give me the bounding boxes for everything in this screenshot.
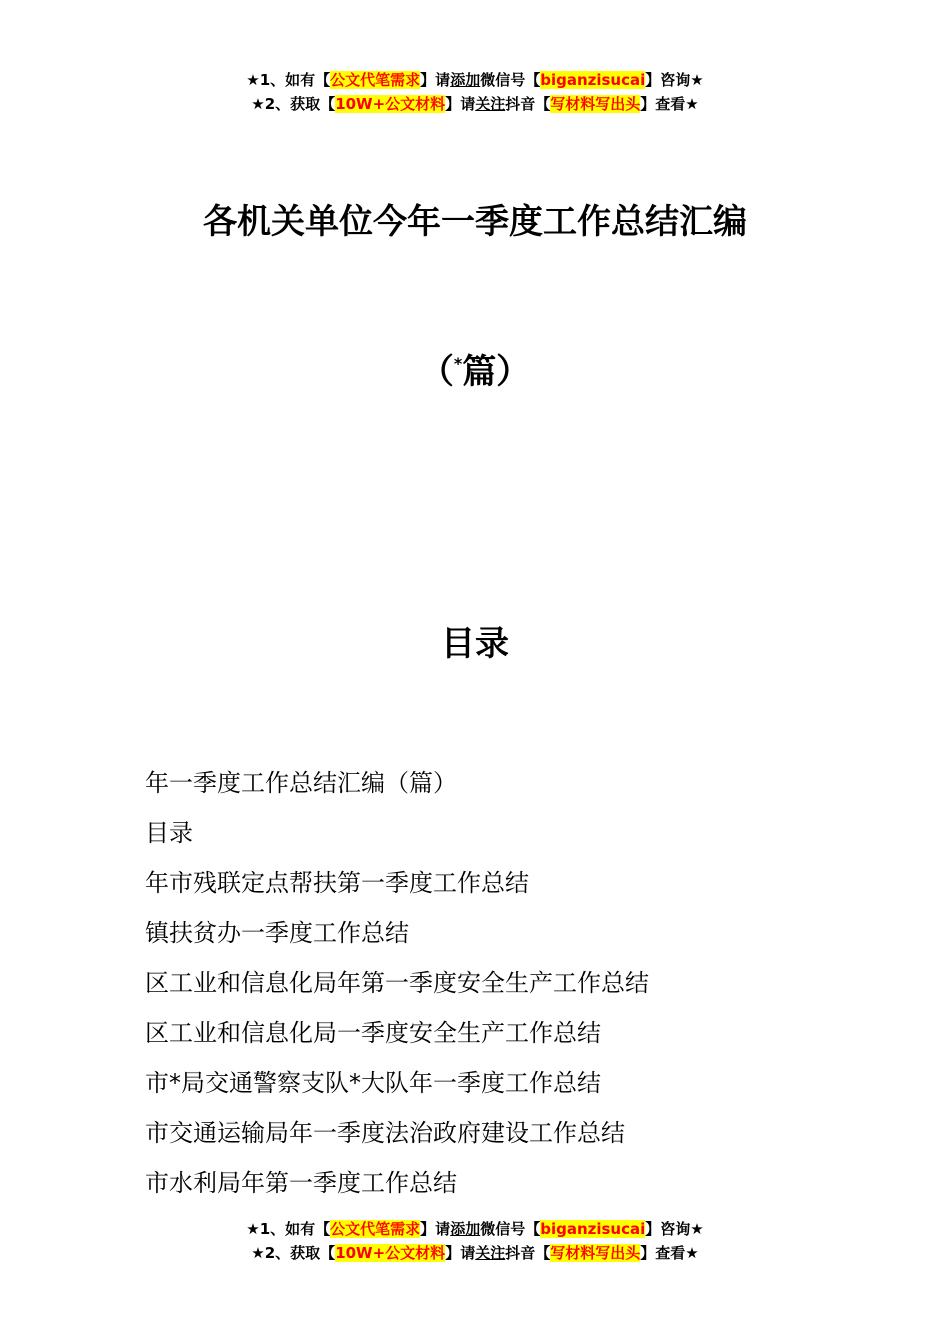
promo-text: 】请 bbox=[445, 1244, 476, 1262]
subtitle-rest: 篇） bbox=[462, 352, 531, 392]
toc-item[interactable]: 市*局交通警察支队*大队年一季度工作总结 bbox=[145, 1069, 601, 1097]
toc-item[interactable]: 区工业和信息化局一季度安全生产工作总结 bbox=[145, 1019, 601, 1047]
toc-item[interactable]: 年一季度工作总结汇编（篇） bbox=[145, 769, 457, 797]
promo-underline: 添加 bbox=[450, 1220, 481, 1238]
promo-text: ★2、获取【 bbox=[251, 1244, 336, 1262]
toc-item[interactable]: 目录 bbox=[145, 819, 193, 847]
promo-text: 抖音【 bbox=[505, 1244, 551, 1262]
promo-banner-bottom bbox=[0, 1217, 950, 1265]
promo-highlight: 写材料写出头 bbox=[550, 95, 641, 113]
promo-underline: 添加 bbox=[450, 71, 481, 89]
promo-highlight: biganzisucai bbox=[540, 71, 646, 89]
promo-text: 】请 bbox=[420, 71, 451, 89]
promo-text: 微信号【 bbox=[480, 71, 541, 89]
promo-text: 】查看★ bbox=[640, 95, 699, 113]
promo-line-1 bbox=[0, 68, 950, 92]
promo-text: 】咨询★ bbox=[645, 1220, 704, 1238]
document-subtitle bbox=[0, 340, 950, 396]
toc-heading: 目录 bbox=[441, 624, 509, 664]
promo-highlight: 公文代笔需求 bbox=[330, 71, 421, 89]
promo-text: ★1、如有【 bbox=[246, 71, 331, 89]
toc-item[interactable]: 市交通运输局年一季度法治政府建设工作总结 bbox=[145, 1119, 625, 1147]
promo-text: 微信号【 bbox=[480, 1220, 541, 1238]
toc-item[interactable]: 镇扶贫办一季度工作总结 bbox=[145, 919, 409, 947]
document-title: 各机关单位今年一季度工作总结汇编 bbox=[203, 202, 747, 242]
promo-banner-top bbox=[0, 68, 950, 116]
promo-text: 】请 bbox=[445, 95, 476, 113]
promo-text: 】咨询★ bbox=[645, 71, 704, 89]
promo-line-2 bbox=[0, 1241, 950, 1265]
promo-text: 】请 bbox=[420, 1220, 451, 1238]
toc-item[interactable]: 区工业和信息化局年第一季度安全生产工作总结 bbox=[145, 969, 649, 997]
promo-line-1 bbox=[0, 1217, 950, 1241]
promo-highlight: 写材料写出头 bbox=[550, 1244, 641, 1262]
toc-list bbox=[145, 758, 845, 1208]
promo-highlight: 10W+公文材料 bbox=[335, 1244, 446, 1262]
promo-text: 抖音【 bbox=[505, 95, 551, 113]
promo-text: ★1、如有【 bbox=[246, 1220, 331, 1238]
subtitle-mark: * bbox=[453, 354, 463, 373]
toc-item[interactable]: 市水利局年第一季度工作总结 bbox=[145, 1169, 457, 1197]
promo-highlight: 公文代笔需求 bbox=[330, 1220, 421, 1238]
subtitle-open: （ bbox=[419, 352, 454, 392]
promo-highlight: biganzisucai bbox=[540, 1220, 646, 1238]
promo-underline: 关注 bbox=[475, 95, 506, 113]
promo-text: ★2、获取【 bbox=[251, 95, 336, 113]
promo-underline: 关注 bbox=[475, 1244, 506, 1262]
toc-item[interactable]: 年市残联定点帮扶第一季度工作总结 bbox=[145, 869, 529, 897]
promo-text: 】查看★ bbox=[640, 1244, 699, 1262]
promo-line-2 bbox=[0, 92, 950, 116]
promo-highlight: 10W+公文材料 bbox=[335, 95, 446, 113]
